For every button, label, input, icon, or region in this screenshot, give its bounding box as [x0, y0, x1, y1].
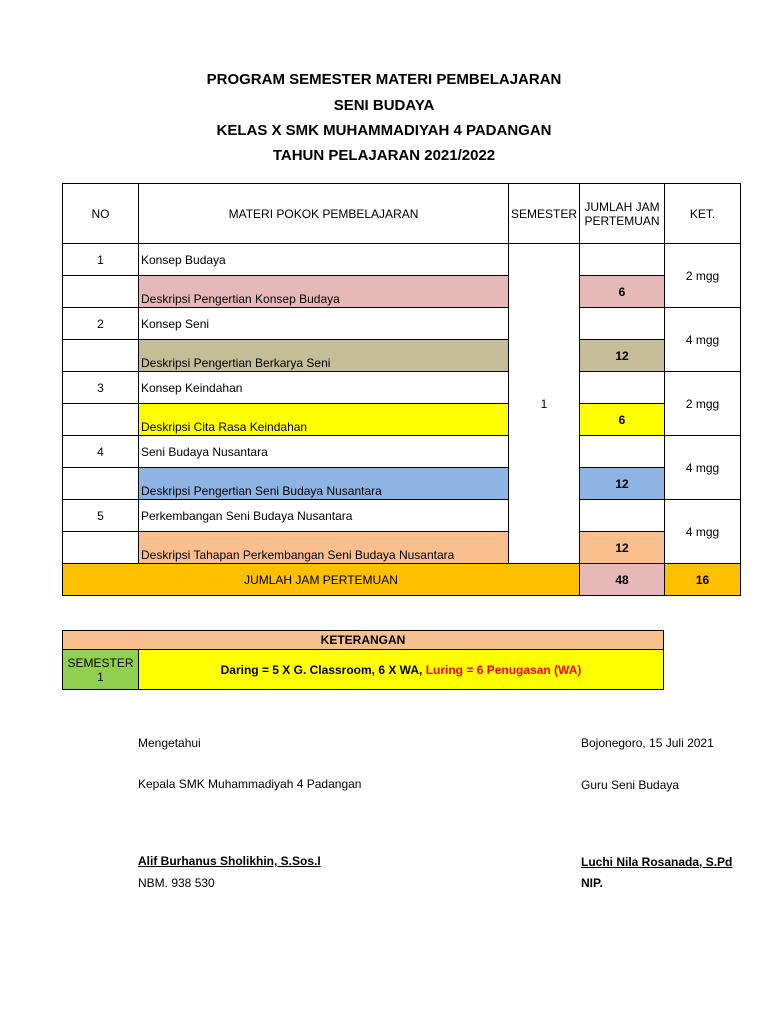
signature-right-line1: Bojonegoro, 15 Juli 2021	[581, 736, 714, 750]
signature-right-line2: Guru Seni Budaya	[581, 778, 680, 792]
total-label: JUMLAH JAM PERTEMUAN	[63, 564, 580, 596]
row-jam-empty	[580, 372, 665, 404]
table-header-row	[63, 184, 741, 244]
signature-left-line1: Mengetahui	[138, 736, 201, 750]
signature-right-id: NIP.	[581, 876, 603, 890]
row-ket: 4 mgg	[665, 436, 741, 500]
header-jam-line2: PERTEMUAN	[584, 213, 660, 228]
header-semester: SEMESTER	[509, 184, 580, 244]
table-row-desc	[63, 532, 741, 564]
row-topic: Konsep Keindahan	[139, 372, 509, 404]
header-jam-line1: JUMLAH JAM	[584, 199, 660, 214]
row-ket: 4 mgg	[665, 308, 741, 372]
keterangan-luring: Luring = 6 Penugasan (WA)	[425, 662, 582, 677]
doc-title-line2: SENI BUDAYA	[333, 97, 435, 114]
row-topic: Konsep Seni	[139, 308, 509, 340]
doc-title-line4: TAHUN PELAJARAN 2021/2022	[272, 147, 496, 164]
row-no-empty	[63, 340, 139, 372]
row-topic: Perkembangan Seni Budaya Nusantara	[139, 500, 509, 532]
row-desc: Deskripsi Tahapan Perkembangan Seni Budaya Nusantara	[139, 532, 509, 564]
row-no: 1	[63, 244, 139, 276]
row-desc: Deskripsi Pengertian Konsep Budaya	[139, 276, 509, 308]
keterangan-table	[62, 630, 664, 690]
row-jam-empty	[580, 244, 665, 276]
signature-left-line2: Kepala SMK Muhammadiyah 4 Padangan	[138, 777, 362, 791]
total-ket: 16	[665, 564, 741, 596]
keterangan-title: KETERANGAN	[63, 631, 664, 650]
table-row-topic	[63, 244, 741, 276]
signature-left-id: NBM. 938 530	[138, 876, 215, 890]
row-desc: Deskripsi Pengertian Berkarya Seni	[139, 340, 509, 372]
table-row-topic	[63, 436, 741, 468]
row-no: 2	[63, 308, 139, 340]
row-desc: Deskripsi Cita Rasa Keindahan	[139, 404, 509, 436]
total-jam: 48	[580, 564, 665, 596]
row-no: 4	[63, 436, 139, 468]
row-jam: 6	[580, 276, 665, 308]
row-topic: Seni Budaya Nusantara	[139, 436, 509, 468]
row-jam: 6	[580, 404, 665, 436]
table-row-topic	[63, 308, 741, 340]
row-no-empty	[63, 532, 139, 564]
row-no-empty	[63, 468, 139, 500]
keterangan-semester-label: SEMESTER 1	[63, 650, 139, 690]
signature-right-name: Luchi Nila Rosanada, S.Pd	[581, 855, 733, 869]
row-no-empty	[63, 404, 139, 436]
row-ket: 4 mgg	[665, 500, 741, 564]
row-no-empty	[63, 276, 139, 308]
header-ket: KET.	[665, 184, 741, 244]
table-row-desc	[63, 404, 741, 436]
total-row	[63, 564, 741, 596]
table-row-desc	[63, 340, 741, 372]
row-topic: Konsep Budaya	[139, 244, 509, 276]
row-jam: 12	[580, 532, 665, 564]
program-table	[62, 183, 741, 596]
row-jam: 12	[580, 468, 665, 500]
row-jam-empty	[580, 436, 665, 468]
signature-left-name: Alif Burhanus Sholikhin, S.Sos.I	[138, 854, 321, 868]
row-jam-empty	[580, 500, 665, 532]
keterangan-daring: Daring = 5 X G. Classroom, 6 X WA,	[220, 662, 423, 677]
doc-title-line1: PROGRAM SEMESTER MATERI PEMBELAJARAN	[206, 71, 562, 88]
header-no: NO	[63, 184, 139, 244]
row-no: 3	[63, 372, 139, 404]
row-ket: 2 mgg	[665, 244, 741, 308]
keterangan-text	[139, 650, 664, 690]
header-materi: MATERI POKOK PEMBELAJARAN	[139, 184, 509, 244]
doc-title-line3: KELAS X SMK MUHAMMADIYAH 4 PADANGAN	[216, 122, 552, 139]
row-desc: Deskripsi Pengertian Seni Budaya Nusantara	[139, 468, 509, 500]
semester-value: 1	[509, 244, 580, 564]
table-row-desc	[63, 276, 741, 308]
row-jam-empty	[580, 308, 665, 340]
row-no: 5	[63, 500, 139, 532]
row-jam: 12	[580, 340, 665, 372]
row-ket: 2 mgg	[665, 372, 741, 436]
header-jam	[580, 184, 665, 244]
table-row-topic	[63, 500, 741, 532]
table-row-desc	[63, 468, 741, 500]
table-row-topic	[63, 372, 741, 404]
